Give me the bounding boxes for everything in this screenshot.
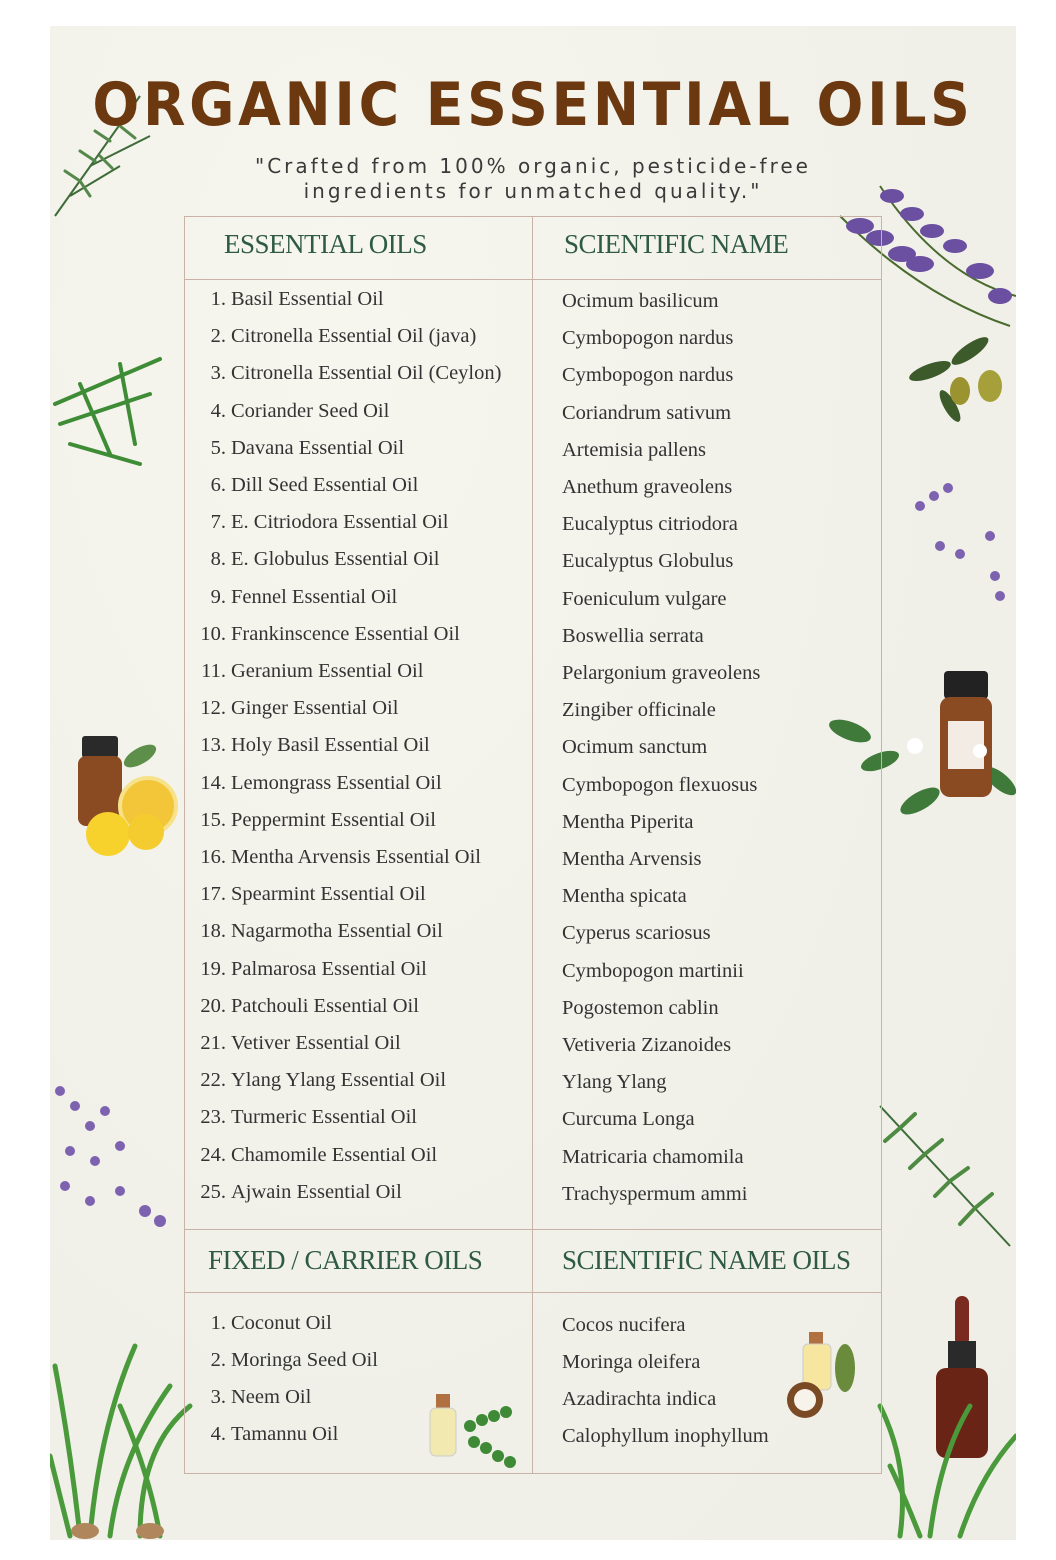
list-item xyxy=(188,1312,332,1335)
subtitle xyxy=(50,154,1016,204)
oil-name: Fennel Essential Oil xyxy=(231,585,398,608)
scientific-name: Ylang Ylang xyxy=(562,1071,667,1094)
list-item xyxy=(188,1032,401,1055)
rosemary-sprig-icon xyxy=(870,1086,1016,1256)
subtitle-line: "Crafted from 100% organic, pesticide-free xyxy=(255,154,811,178)
item-number: 10. xyxy=(200,622,226,645)
item-number: 20. xyxy=(200,994,226,1017)
list-item xyxy=(188,437,404,460)
header-divider xyxy=(184,279,882,280)
poster xyxy=(50,26,1016,1540)
page-title: ORGANIC ESSENTIAL OILS xyxy=(92,70,974,140)
oil-name: Dill Seed Essential Oil xyxy=(231,474,419,496)
scientific-name: Coriandrum sativum xyxy=(562,401,732,424)
item-number: 4. xyxy=(210,399,226,422)
scientific-name-header: SCIENTIFIC NAME xyxy=(564,229,789,259)
scientific-name: Calophyllum inophyllum xyxy=(562,1425,769,1447)
scientific-name: Mentha Arvensis xyxy=(562,848,702,870)
essential-oils-header: ESSENTIAL OILS xyxy=(224,229,427,259)
list-item xyxy=(188,400,389,423)
item-number: 23. xyxy=(200,1106,226,1129)
oil-name: Turmeric Essential Oil xyxy=(231,1106,418,1129)
dropper-bottle-icon xyxy=(870,1286,1016,1540)
carrier-scientific-name-header: SCIENTIFIC NAME OILS xyxy=(562,1245,851,1275)
lemon-oil-bottle-icon xyxy=(70,716,180,866)
scientific-name: Azadirachta indica xyxy=(562,1388,717,1410)
column-divider xyxy=(532,216,533,1474)
list-item xyxy=(188,772,442,795)
oil-name: Palmarosa Essential Oil xyxy=(231,957,427,980)
item-number: 18. xyxy=(200,920,226,943)
oil-name: Nagarmotha Essential Oil xyxy=(231,920,443,943)
oil-name: Spearmint Essential Oil xyxy=(231,883,426,906)
scientific-name: Foeniculum vulgare xyxy=(562,587,727,610)
oil-name: Coriander Seed Oil xyxy=(231,399,390,422)
scientific-name: Curcuma Longa xyxy=(562,1108,695,1131)
scientific-name: Zingiber officinale xyxy=(562,699,716,722)
oil-name: Lemongrass Essential Oil xyxy=(231,771,442,794)
oil-name: Moringa Seed Oil xyxy=(231,1349,378,1371)
list-item xyxy=(188,734,430,757)
list-item xyxy=(188,1106,417,1129)
scientific-name: Pogostemon cablin xyxy=(562,996,719,1019)
item-number: 1. xyxy=(210,288,226,310)
list-item xyxy=(188,1069,446,1092)
oil-name: Citronella Essential Oil (Ceylon) xyxy=(231,362,502,385)
scientific-name: Eucalyptus citriodora xyxy=(562,513,738,536)
item-number: 4. xyxy=(210,1423,226,1445)
scientific-name: Mentha spicata xyxy=(562,885,687,908)
list-item xyxy=(188,846,481,869)
lemongrass-plant-icon xyxy=(50,1326,200,1540)
scientific-name: Eucalyptus Globulus xyxy=(562,550,734,573)
oil-name: Mentha Arvensis Essential Oil xyxy=(231,846,481,868)
item-number: 3. xyxy=(210,1386,226,1408)
scientific-name: Ocimum basilicum xyxy=(562,290,719,312)
list-item xyxy=(188,362,501,385)
item-number: 25. xyxy=(200,1180,226,1203)
list-item xyxy=(188,920,443,943)
list-item xyxy=(188,697,398,720)
oil-name: Davana Essential Oil xyxy=(231,436,405,459)
scientific-name: Boswellia serrata xyxy=(562,624,704,647)
item-number: 6. xyxy=(210,474,226,496)
item-number: 19. xyxy=(200,957,226,980)
lavender-sprig-icon xyxy=(900,466,1016,616)
list-item xyxy=(188,809,436,832)
subtitle-line: ingredients for unmatched quality." xyxy=(303,179,763,203)
section-divider xyxy=(184,1229,882,1230)
item-number: 14. xyxy=(200,771,226,794)
scientific-name: Cymbopogon martinii xyxy=(562,959,744,982)
scientific-name: Trachyspermum ammi xyxy=(562,1182,748,1205)
item-number: 2. xyxy=(210,325,226,348)
scientific-name: Cymbopogon nardus xyxy=(562,327,734,350)
scientific-name: Cymbopogon nardus xyxy=(562,364,734,387)
item-number: 1. xyxy=(210,1312,226,1334)
list-item xyxy=(188,660,423,683)
item-number: 12. xyxy=(200,697,226,720)
oil-name: Neem Oil xyxy=(231,1386,312,1408)
scientific-name: Anethum graveolens xyxy=(562,476,733,498)
item-number: 22. xyxy=(200,1069,226,1092)
scientific-name: Mentha Piperita xyxy=(562,810,694,833)
item-number: 21. xyxy=(200,1032,226,1054)
oil-name: Geranium Essential Oil xyxy=(231,660,424,682)
scientific-name: Moringa oleifera xyxy=(562,1351,701,1373)
list-item xyxy=(188,1144,437,1167)
item-number: 11. xyxy=(201,660,226,682)
oil-name: Frankinscence Essential Oil xyxy=(231,622,460,645)
item-number: 9. xyxy=(210,585,226,608)
item-number: 15. xyxy=(200,808,226,831)
scientific-name: Vetiveria Zizanoides xyxy=(562,1034,732,1056)
list-item xyxy=(188,958,427,981)
list-item xyxy=(188,995,419,1018)
list-item xyxy=(188,1423,338,1446)
oil-name: Ajwain Essential Oil xyxy=(231,1180,402,1203)
scientific-name: Cyperus scariosus xyxy=(562,922,711,945)
carrier-oils-header: FIXED / CARRIER OILS xyxy=(208,1245,483,1275)
scientific-name: Artemisia pallens xyxy=(562,438,707,461)
rosemary-sprig-icon xyxy=(50,344,170,474)
oil-name: Chamomile Essential Oil xyxy=(231,1143,438,1166)
oil-name: E. Globulus Essential Oil xyxy=(231,548,440,571)
oil-name: Tamannu Oil xyxy=(231,1423,339,1445)
list-item xyxy=(188,548,439,571)
item-number: 13. xyxy=(200,734,226,757)
scientific-name: Cocos nucifera xyxy=(562,1314,686,1336)
header-divider xyxy=(184,1292,882,1293)
oil-name: Holy Basil Essential Oil xyxy=(231,734,430,757)
list-item xyxy=(188,511,449,534)
scientific-name: Ocimum sanctum xyxy=(562,736,708,759)
list-item xyxy=(188,288,384,311)
oil-name: Peppermint Essential Oil xyxy=(231,808,436,831)
item-number: 7. xyxy=(210,511,226,534)
lavender-bunch-icon xyxy=(50,1071,180,1241)
list-item xyxy=(188,883,426,906)
scientific-name: Cymbopogon flexuosus xyxy=(562,773,758,796)
list-item xyxy=(188,623,460,646)
item-number: 17. xyxy=(200,883,226,906)
scientific-name: Matricaria chamomila xyxy=(562,1145,744,1168)
oil-name: Patchouli Essential Oil xyxy=(231,994,419,1017)
oil-name: E. Citriodora Essential Oil xyxy=(231,511,449,534)
list-item xyxy=(188,1181,402,1204)
oil-name: Ginger Essential Oil xyxy=(231,697,399,720)
item-number: 2. xyxy=(210,1349,226,1371)
list-item xyxy=(188,1386,311,1409)
item-number: 24. xyxy=(200,1143,226,1166)
oil-name: Basil Essential Oil xyxy=(231,288,384,310)
oil-name: Ylang Ylang Essential Oil xyxy=(231,1069,447,1092)
item-number: 16. xyxy=(200,846,226,868)
list-item xyxy=(188,1349,378,1372)
list-item xyxy=(188,474,418,497)
list-item xyxy=(188,325,476,348)
item-number: 8. xyxy=(210,548,226,571)
oil-name: Coconut Oil xyxy=(231,1312,332,1334)
list-item xyxy=(188,586,397,609)
scientific-name: Pelargonium graveolens xyxy=(562,662,761,684)
oil-name: Vetiver Essential Oil xyxy=(231,1032,401,1054)
oil-name: Citronella Essential Oil (java) xyxy=(231,325,477,348)
item-number: 3. xyxy=(210,362,226,385)
item-number: 5. xyxy=(210,436,226,459)
